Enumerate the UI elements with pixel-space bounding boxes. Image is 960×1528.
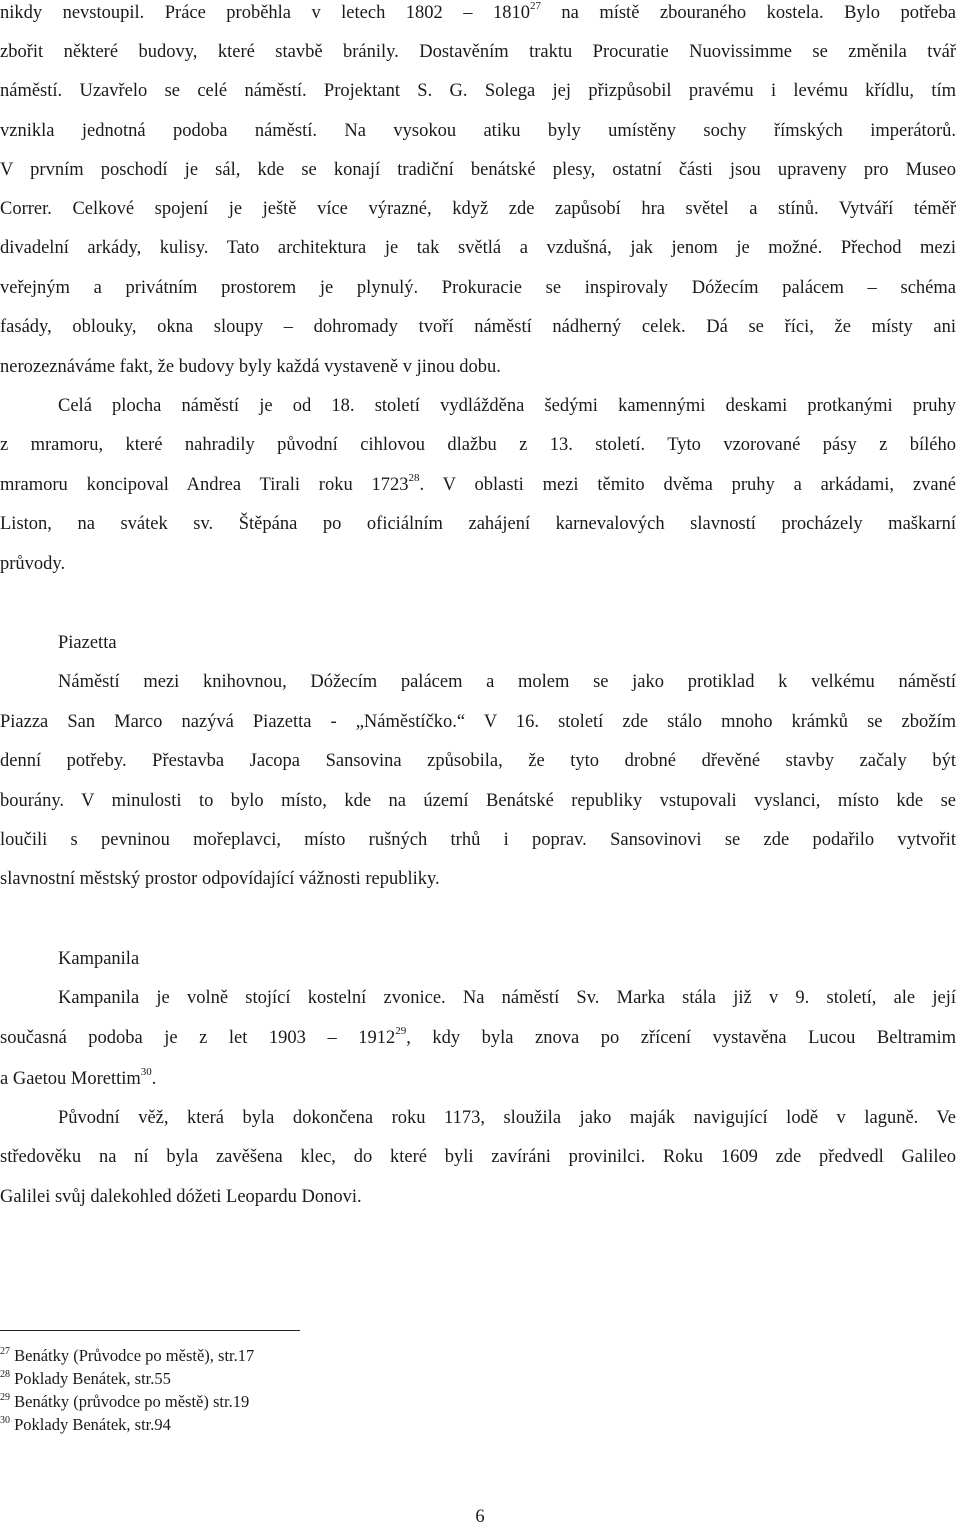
- text-line: průvody.: [0, 554, 66, 574]
- text-line: Galilei svůj dalekohled dóžeti Leopardu Donovi.: [0, 1187, 362, 1207]
- footnote-ref[interactable]: 27: [529, 0, 541, 12]
- text-line: bourány. V minulosti to bylo místo, kde na území Benátské republiky vstupovali vyslanci, místo kde se: [0, 791, 956, 811]
- text-line: mramoru koncipoval Andrea Tirali roku 1723$^{28}$. V oblasti mezi těmito dvěma pruhy a arkádami, zvané: [0, 471, 956, 495]
- text-line: nerozeznáváme fakt, že budovy byly každá vystaveně v jinou dobu.: [0, 357, 501, 377]
- section-heading: Piazetta: [58, 633, 117, 653]
- page-number: 6: [475, 1507, 485, 1527]
- footnote: $^{29}$ Benátky (průvodce po městě) str.19: [0, 1391, 250, 1411]
- text-line: Piazza San Marco nazývá Piazetta - „Náměstíčko.“ V 16. století zde stálo mnoho krámků se zbožím: [0, 712, 956, 732]
- text-line: vznikla jednotná podoba náměstí. Na vysokou atiku byly umístěny sochy římských imperátorů.: [0, 121, 956, 141]
- footnote-ref[interactable]: 30: [140, 1065, 152, 1078]
- footnote-ref[interactable]: 29: [395, 1024, 407, 1037]
- text-line: náměstí. Uzavřelo se celé náměstí. Projektant S. G. Solega jej přizpůsobil pravému i levému křídlu, tím: [0, 81, 956, 101]
- text-line: a Gaetou Morettim$^{30}$.: [0, 1065, 157, 1089]
- text-line: loučili s pevninou mořeplavci, místo rušných trhů i poprav. Sansovinovi se zde podařilo vytvořit: [0, 830, 956, 850]
- text-line: slavnostní městský prostor odpovídající vážnosti republiky.: [0, 869, 440, 889]
- text-line: Kampanila je volně stojící kostelní zvonice. Na náměstí Sv. Marka stála již v 9. století, ale její: [58, 988, 956, 1008]
- footnote-divider: [0, 1330, 300, 1331]
- footnote-ref[interactable]: 28: [408, 471, 420, 484]
- text-line: Celá plocha náměstí je od 18. století vydlážděna šedými kamennými deskami protkanými pruhy: [58, 396, 956, 416]
- text-line: Liston, na svátek sv. Štěpána po oficiálním zahájení karnevalových slavností procházely maškarní: [0, 514, 956, 534]
- text-line: veřejným a privátním prostorem je plynulý. Prokuracie se inspirovaly Dóžecím palácem – schéma: [0, 278, 956, 298]
- footnote: $^{30}$ Poklady Benátek, str.94: [0, 1414, 171, 1434]
- text-line: zbořit některé budovy, které stavbě bránily. Dostavěním traktu Procuratie Nuovissimme se změnila tvář: [0, 42, 956, 62]
- footnote: $^{27}$ Benátky (Průvodce po městě), str.17: [0, 1345, 255, 1365]
- text-line: Correr. Celkové spojení je ještě více výrazné, když zde zapůsobí hra světel a stínů. Vytváří téměř: [0, 199, 956, 219]
- text-line: Náměstí mezi knihovnou, Dóžecím palácem a molem se jako protiklad k velkému náměstí: [58, 672, 956, 692]
- footnote: $^{28}$ Poklady Benátek, str.55: [0, 1368, 171, 1388]
- text-line: nikdy nevstoupil. Práce proběhla v letech 1802 – 1810$^{27}$ na místě zbouraného kostela. Bylo potřeba: [0, 0, 956, 23]
- text-line: fasády, oblouky, okna sloupy – dohromady tvoří náměstí nádherný celek. Dá se říci, že místy ani: [0, 317, 956, 337]
- text-line: denní potřeby. Přestavba Jacopa Sansovina způsobila, že tyto drobné dřevěné stavby začaly být: [0, 751, 956, 771]
- text-line: současná podoba je z let 1903 – 1912$^{29}$, kdy byla znova po zřícení vystavěna Lucou Beltramim: [0, 1024, 956, 1048]
- text-line: z mramoru, které nahradily původní cihlovou dlažbu z 13. století. Tyto vzorované pásy z bílého: [0, 435, 956, 455]
- section-heading: Kampanila: [58, 949, 140, 969]
- text-line: V prvním poschodí je sál, kde se konají tradiční benátské plesy, ostatní části jsou upraveny pro Museo: [0, 160, 956, 180]
- text-line: středověku na ní byla zavěšena klec, do které byli zavíráni provinilci. Roku 1609 zde předvedl Galileo: [0, 1147, 956, 1167]
- text-line: Původní věž, která byla dokončena roku 1173, sloužila jako maják navigující lodě v laguně. Ve: [58, 1108, 956, 1128]
- text-line: divadelní arkády, kulisy. Tato architektura je tak světlá a vzdušná, jak jenom je možné. Přechod mezi: [0, 238, 956, 258]
